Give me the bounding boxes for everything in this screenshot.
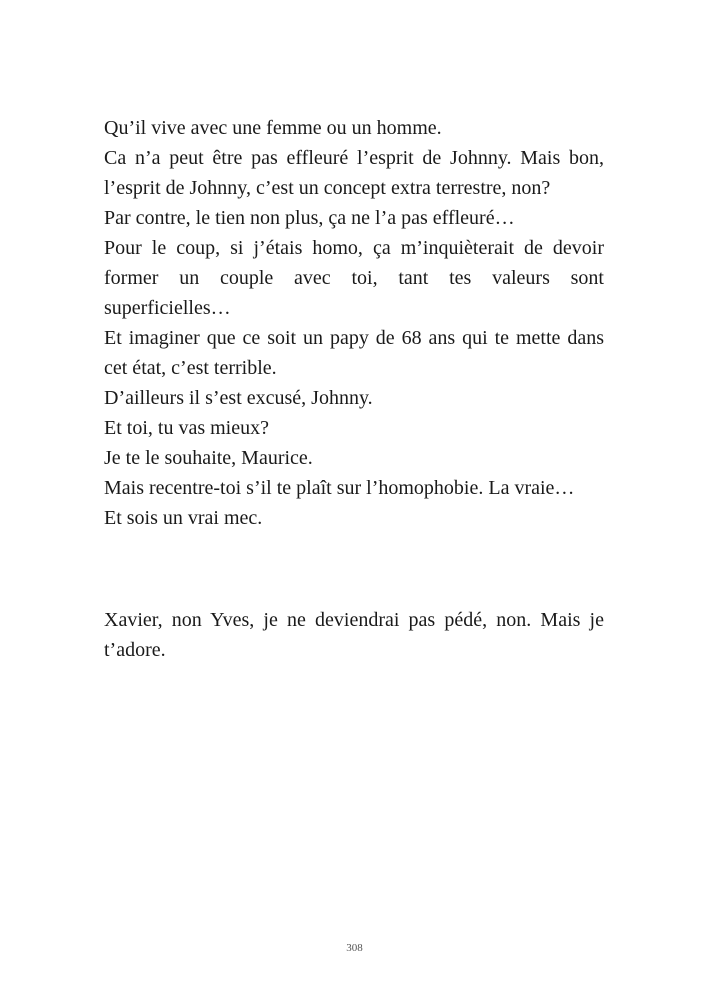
paragraph: Je te le souhaite, Maurice. [104, 447, 313, 469]
paragraph: Et sois un vrai mec. [104, 507, 263, 529]
paragraph: Mais recentre-toi s’il te plaît sur l’homophobie. La vraie… [104, 477, 575, 499]
paragraph: Et toi, tu vas mieux? [104, 417, 269, 439]
paragraph: Et imaginer que ce soit un papy de 68 ans qui te mette dans cet état, c’est terrible. [104, 327, 604, 379]
paragraph: Pour le coup, si j’étais homo, ça m’inquièterait de devoir former un couple avec toi, tant tes valeurs sont superficielles… [104, 237, 604, 319]
paragraph: D’ailleurs il s’est excusé, Johnny. [104, 387, 373, 409]
text-block-closing [104, 605, 604, 665]
paragraph: Par contre, le tien non plus, ça ne l’a pas effleuré… [104, 207, 515, 229]
text-block-main [104, 113, 604, 533]
page-number: 308 [346, 942, 363, 954]
paragraph: Ca n’a peut être pas effleuré l’esprit de Johnny. Mais bon, l’esprit de Johnny, c’est un concept extra terrestre, non? [104, 147, 604, 199]
paragraph: Xavier, non Yves, je ne deviendrai pas pédé, non. Mais je t’adore. [104, 609, 604, 661]
paragraph: Qu’il vive avec une femme ou un homme. [104, 117, 442, 139]
